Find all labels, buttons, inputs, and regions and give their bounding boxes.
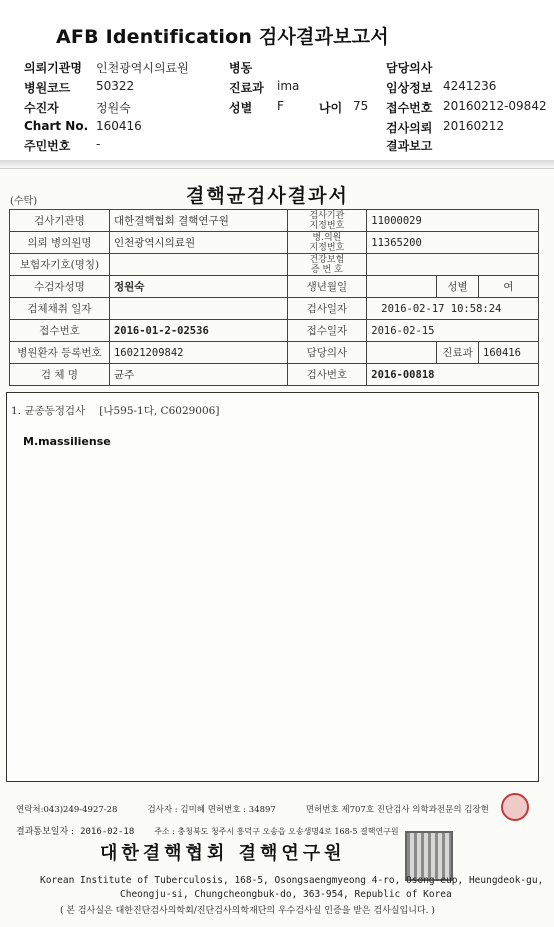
info-table — [9, 209, 539, 386]
test-name: 1. 균종동정검사 — [11, 405, 86, 417]
table-row: 보험자기호(명칭) 건강보험 증 번 호 — [10, 254, 539, 276]
report-title: AFB Identification 검사결과보고서 — [56, 26, 389, 48]
examiner: 검사자 : 김미혜 면허번호 : 34897 — [147, 805, 276, 815]
label-test-request: 검사의뢰 — [386, 121, 433, 135]
form-title: 결핵균검사결과서 — [186, 185, 349, 207]
institution-name-korean: 대한결핵협회 결핵연구원 — [100, 843, 346, 864]
table-row: 병원환자 등록번호 16021209842 담당의사 진료과 160416 — [10, 342, 539, 364]
form-type-label: (수탁) — [10, 196, 38, 207]
label-chart-no: Chart No. — [24, 119, 89, 133]
director-license: 면허번호 제707호 진단검사 의학과전문의 김장현 — [305, 805, 489, 815]
table-row: 접수번호 2016-01-2-02536 접수일자 2016-02-15 — [10, 320, 539, 342]
table-row: 검체채취 일자 검사일자 2016-02-17 10:58:24 — [10, 298, 539, 320]
sex-value: F — [277, 99, 284, 113]
label-attending-doctor: 담당의사 — [386, 61, 433, 75]
patient-value: 정원숙 — [96, 101, 131, 115]
table-row: 검사기관명 대한결핵협회 결핵연구원 검사기관 지정번호 11000029 — [10, 210, 539, 232]
scanned-result-form — [0, 168, 554, 927]
institution-name-english-1: Korean Institute of Tuberculosis, 168-5, Osongsaengmyeong 4-ro, Osong-eup, Heungdeok-gu, — [40, 875, 544, 886]
result-box — [6, 392, 539, 782]
label-sex: 성별 — [229, 101, 253, 115]
table-row: 검 체 명 균주 검사번호 2016-00818 — [10, 364, 539, 386]
label-department: 진료과 — [229, 81, 264, 95]
test-code: [나595-1다, C6029006] — [99, 405, 220, 417]
receipt-number-value: 20160212-09842 — [443, 99, 547, 113]
identified-organism: M.massiliense — [23, 435, 111, 448]
contact: 연락처:043)249-4927-28 — [16, 805, 118, 815]
label-resident-number: 주민번호 — [24, 139, 71, 153]
test-request-value: 20160212 — [443, 119, 505, 133]
red-seal-stamp — [501, 793, 529, 821]
department-value: ima — [277, 79, 300, 93]
label-requesting-institution: 의뢰기관명 — [24, 61, 82, 75]
institution-name-english-2: Cheongju-si, Chungcheongbuk-do, 363-954, Republic of Korea — [120, 889, 452, 900]
certification-note: ( 본 검사실은 대한진단검사의학회/진단검사의학재단의 우수검사실 인증을 받은 검사실입니다. ) — [60, 906, 435, 916]
label-clinical-info: 임상정보 — [386, 81, 433, 95]
institution-seal-stamp — [405, 831, 453, 881]
table-row: 수검자성명 정원숙 생년월일 성별 여 — [10, 276, 539, 298]
age-value: 75 — [353, 99, 369, 113]
footer-line-2 — [16, 824, 399, 837]
report-date-label: 결과통보일자 : — [16, 827, 75, 837]
label-patient: 수진자 — [24, 101, 59, 115]
label-age: 나이 — [319, 101, 343, 115]
requesting-institution-value: 인천광역시의료원 — [96, 61, 189, 75]
hospital-code-value: 50322 — [96, 79, 135, 93]
label-hospital-code: 병원코드 — [24, 81, 71, 95]
chart-no-value: 160416 — [96, 119, 142, 133]
report-header — [0, 0, 554, 166]
table-row: 의뢰 병의원명 인천광역시의료원 병.의원 지정번호 11365200 — [10, 232, 539, 254]
label-result-report: 결과보고 — [386, 139, 433, 153]
resident-number-value: - — [96, 137, 101, 151]
footer-line-1 — [16, 803, 519, 815]
clinical-info-value: 4241236 — [443, 79, 497, 93]
institution-address: 주소 : 충청북도 청주시 흥덕구 오송읍 오송생명4로 168-5 결핵연구원 — [154, 827, 399, 836]
report-date: 2016-02-18 — [80, 827, 135, 837]
label-ward: 병동 — [229, 61, 253, 75]
label-receipt-number: 접수번호 — [386, 101, 433, 115]
